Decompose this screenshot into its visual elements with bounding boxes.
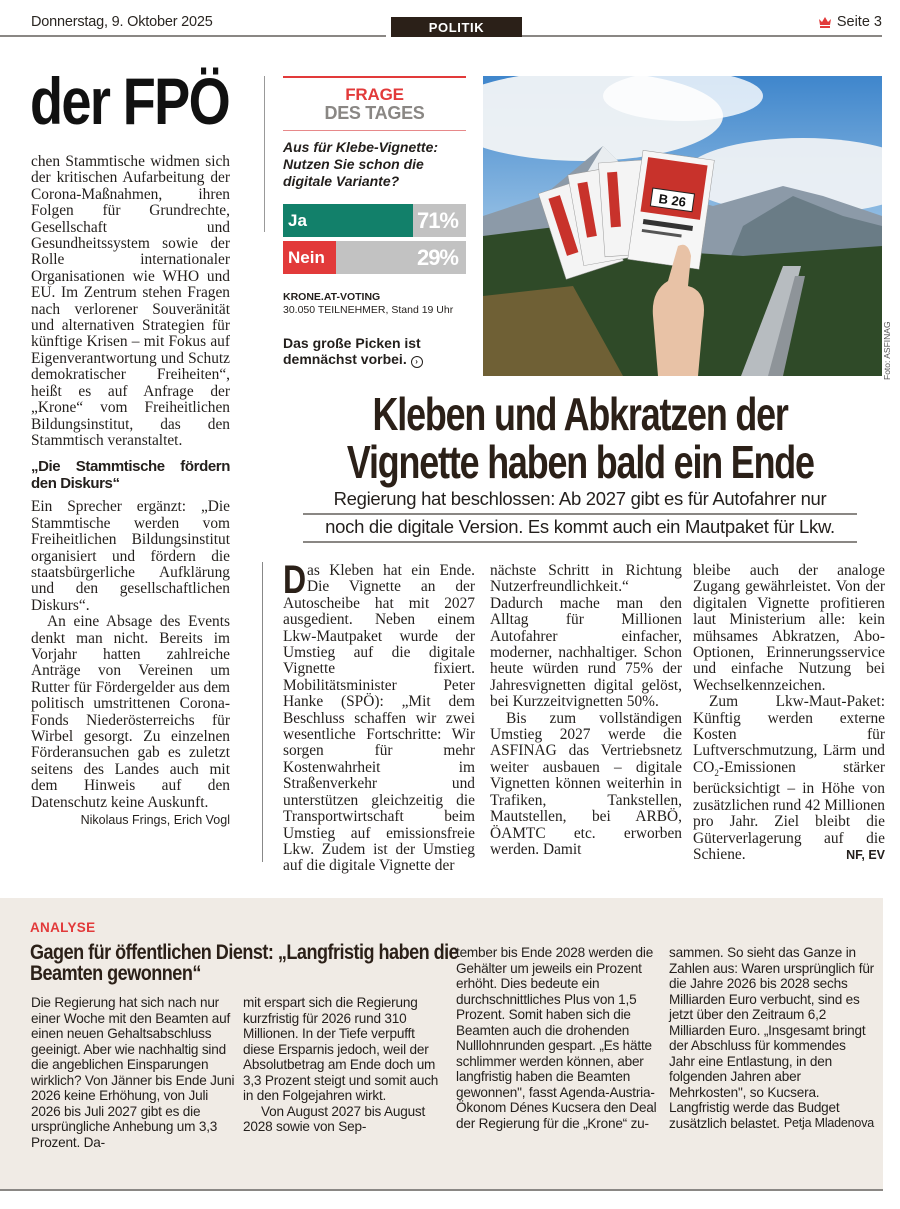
headline-line: Kleben und Abkratzen der xyxy=(372,388,788,440)
left-paragraph: An eine Absage des Events denkt man nicht. Bereits im Vorjahr hatten zahlreiche Anträge von Vereinen um Rutter für Fördergelder aus dem politisch umstrittenen Corona-Fonds Niederösterreichs für Wirbel gesorgt. Zu einzelnen Förderansuchen gab es zuletzt seitens des Landes auch mit dem Hinweis auf den Datenschutz keine Auskunft. xyxy=(31,613,230,811)
page-number-label: Seite 3 xyxy=(836,14,882,30)
left-paragraph: chen Stammtische widmen sich der kritischen Aufarbeitung der Corona-Maßnahmen, ihren Folgen für Grundrechte, Gesellschaft und Gesundheitssystem sowie der Rolle internationaler Organisationen wie WHO und EU. Im Zentrum stehen Fragen nach verlorener Souveränität und alternativen Strategien für künftige Krisen – mit Fokus auf Eigenverantwortung und Schutz demokratischer Freiheiten“, heißt es auf Anfrage der „Krone“ vom Freiheitlichen Bildungsinstitut, das den Stammtisch veranstaltet. xyxy=(31,153,230,449)
poll-answer-percent: 29% xyxy=(416,245,458,270)
header-rule-right xyxy=(522,35,882,37)
poll-results xyxy=(283,204,466,274)
analysis-paragraph: mit erspart sich die Regierung kurzfristig für 2026 rund 310 Millionen. In der Tiefe verpufft diese Ersparnis jedoch, weil der Absolutbetrag am Ende doch um 3,3 Prozent steigt und somit auch in den Folgejahren wirkt. xyxy=(243,995,439,1104)
main-article-column-2 xyxy=(490,563,682,858)
analysis-paragraph: tember bis Ende 2028 werden die Gehälter um jeweils ein Prozent erhöht. Dies bedeute ein durchschnittliches Plus von 1,5 Prozent. Somit haben sich die Beamten auch die drohenden Nulllohnrunden gespart. „Es hätte schlimmer werden können, aber langfristig haben die Beamten gewonnen", fasst Agenda-Austria-Ökonom Dénes Kucsera den Deal der Regierung für die „Krone“ zu- xyxy=(456,945,657,1132)
analysis-title: Gagen für öffentlichen Dienst: „Langfristig haben die Beamten gewonnen“ xyxy=(30,941,459,985)
analysis-paragraph: Von August 2027 bis August 2028 sowie von Sep- xyxy=(243,1103,426,1135)
subscript: 2 xyxy=(714,767,719,778)
photo-credit: Foto: ASFINAG xyxy=(882,321,892,380)
analysis-paragraph: sammen. So sieht das Ganze in Zahlen aus: Waren ursprünglich für die Jahre 2026 bis 2028 sechs Milliarden Euro verbucht, sind es jetzt über den Zeitraum 6,2 Milliarden Euro. „Insgesamt bringt der Abschluss für kommendes Jahr eine Entlastung, in den folgenden Jahren aber Mehrkosten", so Kucsera. Langfristig werde das Budget zusätzlich belastet. Petja Mladenova xyxy=(669,945,875,1132)
article-photo xyxy=(483,76,882,376)
headline-line: Vignette haben bald ein Ende xyxy=(346,436,814,488)
drop-cap: D xyxy=(283,558,307,602)
analysis-box xyxy=(0,898,883,1191)
deck-line: noch die digitale Version. Es kommt auch ein Mautpaket für Lkw. xyxy=(325,516,835,537)
poll-top-rule xyxy=(283,76,466,78)
left-article-byline: Nikolaus Frings, Erich Vogl xyxy=(80,813,230,828)
poll-bar-no xyxy=(283,241,466,274)
poll-separator xyxy=(283,130,466,131)
analysis-kicker: ANALYSE xyxy=(30,920,96,935)
main-paragraph: Zum Lkw-Maut-Paket: Künftig werden externe Kosten für Luftverschmutzung, Lärm und $CO_2$-Emissionen stärker berücksichtigt – in Höhe von zusätzlichen rund 42 Millionen pro Jahr. Ziel bleibt die Güterverlagerung auf die Schiene. NF, EV xyxy=(693,693,885,863)
column-divider xyxy=(262,562,263,862)
poll-widget xyxy=(283,76,466,368)
main-paragraph: Bis zum vollständigen Umstieg 2027 werde die ASFINAG das Vertriebsnetz weiter ausbauen – digitale Vignetten können weiterhin in Trafiken, Tankstellen, Mautstellen, bei ARBÖ, ÖAMTC etc. erworben werden. Damit xyxy=(490,709,682,858)
analysis-byline: Petja Mladenova xyxy=(783,1116,874,1131)
poll-answer-percent: 71% xyxy=(416,208,458,233)
analysis-column-2 xyxy=(243,995,448,1135)
main-article-tagline: NF, EV xyxy=(846,847,885,862)
poll-answer-label: Nein xyxy=(288,248,325,267)
main-article-column-3 xyxy=(693,563,885,863)
photo-illustration xyxy=(483,76,882,376)
header-rule-left xyxy=(0,35,386,37)
crown-icon xyxy=(818,16,832,28)
sticker-text: B 26 xyxy=(657,191,688,210)
section-label: POLITIK xyxy=(391,17,522,37)
main-paragraph: nächste Schritt in Richtung Nutzerfreundlichkeit.“ Dadurch mache man den Alltag für Millionen Autofahrer einfacher, moderner, nachhaltiger. Schon heute würden rund 75% der Jahresvignetten digital gelöst, bei Kurzzeitvignetten 50%. xyxy=(490,562,682,711)
poll-participants: 30.050 TEILNEHMER, Stand 19 Uhr xyxy=(283,304,454,316)
column-divider xyxy=(264,76,265,232)
poll-teaser-text: Das große Picken ist demnächst vorbei. xyxy=(283,335,421,367)
poll-kicker-sub: DES TAGES xyxy=(324,103,425,123)
deck-rule xyxy=(303,513,857,515)
analysis-column-3 xyxy=(456,945,661,1132)
main-headline xyxy=(270,390,890,486)
main-article-column-1 xyxy=(283,558,475,875)
arrow-circle-icon: › xyxy=(411,356,423,368)
left-article-subhead: „Die Stammtische fördern den Diskurs“ xyxy=(31,458,230,492)
page-number xyxy=(818,14,882,30)
left-paragraph: Ein Sprecher ergänzt: „Die Stammtische werden vom Freiheitlichen Bildungsinstitut organisiert und fördern die staatsbürgerliche Aufklärung und den gesellschaftlichen Diskurs“. xyxy=(31,498,230,614)
deck-line: Regierung hat beschlossen: Ab 2027 gibt es für Autofahrer nur xyxy=(333,488,827,509)
analysis-paragraph: Die Regierung hat sich nach nur einer Woche mit den Beamten auf einen neuen Gehaltsabschluss geeinigt. Aber wie nachhaltig sind die angeblichen Einsparungen wirklich? Von Jänner bis Ende Juni 2026 keine Erhöhung, von Juli 2026 bis Juli 2027 gibt es die ursprüngliche Anhebung um 3,3 Prozent. Da- xyxy=(31,995,235,1150)
analysis-column-4 xyxy=(669,945,874,1132)
left-article-body xyxy=(31,154,230,828)
main-paragraph: bleibe auch der analoge Zugang gewährleistet. Von der digitalen Vignette profitieren laut Ministerium alle: kein mühsames Abkratzen, Abo-Optionen, Erinnerungsservice und einfache Nutzung bei Wechselkennzeichen. xyxy=(693,562,885,694)
issue-date: Donnerstag, 9. Oktober 2025 xyxy=(31,14,213,30)
poll-teaser-link[interactable] xyxy=(283,335,466,368)
poll-source xyxy=(283,291,466,317)
poll-source-name: KRONE.AT-VOTING xyxy=(283,291,381,303)
poll-kicker: FRAGE xyxy=(345,85,404,104)
left-article-title: der FPÖ xyxy=(30,64,230,138)
main-paragraph: Das Kleben hat ein Ende. Die Vignette an der Autoscheibe hat mit 2027 ausgedient. Neben einem Lkw-Mautpaket wurde der Umstieg auf die digitale Vignette fixiert. Mobilitätsminister Peter Hanke (SPÖ): „Mit dem Beschluss schaffen wir zwei wesentliche Fortschritte: Wir sorgen für mehr Kostenwahrheit im Straßenverkehr und unterstützen gleichzeitig die Transportwirtschaft beim Umstieg auf emissionsfreie Lkw. Zudem ist der Umstieg auf die digitale Vignette der xyxy=(283,558,475,875)
poll-answer-label: Ja xyxy=(288,211,307,230)
poll-bar-yes xyxy=(283,204,466,237)
poll-question: Aus für Klebe-Vignette: Nutzen Sie schon die digitale Variante? xyxy=(283,139,439,189)
analysis-column-1 xyxy=(31,995,236,1150)
deck-rule xyxy=(303,541,857,543)
